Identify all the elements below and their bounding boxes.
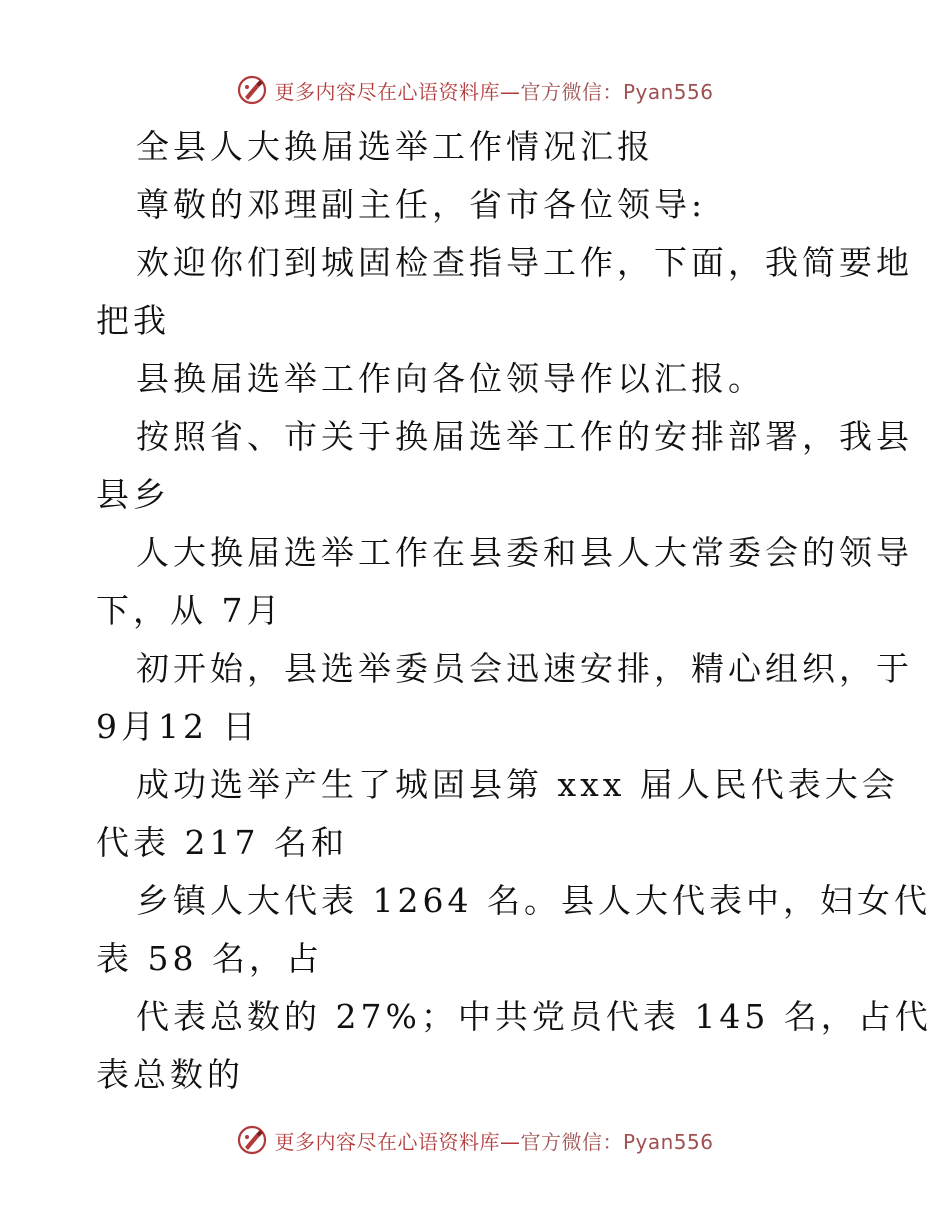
text-line: 把我	[96, 301, 170, 340]
watermark-wechat: 官方微信：Pyan556	[520, 1129, 714, 1154]
text-line: 表 58 名，占	[96, 939, 323, 978]
text-line: 初开始，县选举委员会迅速安排，精心组织，于	[136, 649, 913, 688]
text-line: 欢迎你们到城固检查指导工作，下面，我简要地	[136, 243, 913, 282]
text-line: 人大换届选举工作在县委和县人大常委会的领导	[136, 533, 913, 572]
text-line: 表总数的	[96, 1055, 244, 1094]
text-line: 代表总数的 27%；中共党员代表 145 名，占代	[136, 997, 932, 1036]
text-line: 县乡	[96, 475, 170, 514]
watermark-wechat: 官方微信：Pyan556	[520, 79, 714, 104]
text-line: 按照省、市关于换届选举工作的安排部署，我县	[136, 417, 913, 456]
watermark-dash: —	[499, 79, 521, 104]
footer-watermark	[0, 1120, 950, 1160]
text-line: 下，从 7月	[96, 591, 284, 630]
text-line: 乡镇人大代表 1264 名。县人大代表中，妇女代	[136, 881, 931, 920]
text-line: 县换届选举工作向各位领导作以汇报。	[136, 359, 765, 398]
document-body	[96, 118, 932, 1104]
document-title: 全县人大换届选举工作情况汇报	[136, 127, 654, 166]
text-line: 代表 217 名和	[96, 823, 348, 862]
watermark-brand: 更多内容尽在心语资料库	[274, 79, 500, 104]
pen-logo-icon	[236, 74, 268, 106]
watermark-brand: 更多内容尽在心语资料库	[274, 1129, 500, 1154]
text-line: 成功选举产生了城固县第 xxx 届人民代表大会	[136, 765, 899, 804]
watermark-dash: —	[499, 1129, 521, 1154]
salutation: 尊敬的邓理副主任，省市各位领导:	[136, 185, 707, 224]
header-watermark	[0, 70, 950, 110]
text-line: 9月12 日	[96, 707, 260, 746]
pen-logo-icon	[236, 1124, 268, 1156]
